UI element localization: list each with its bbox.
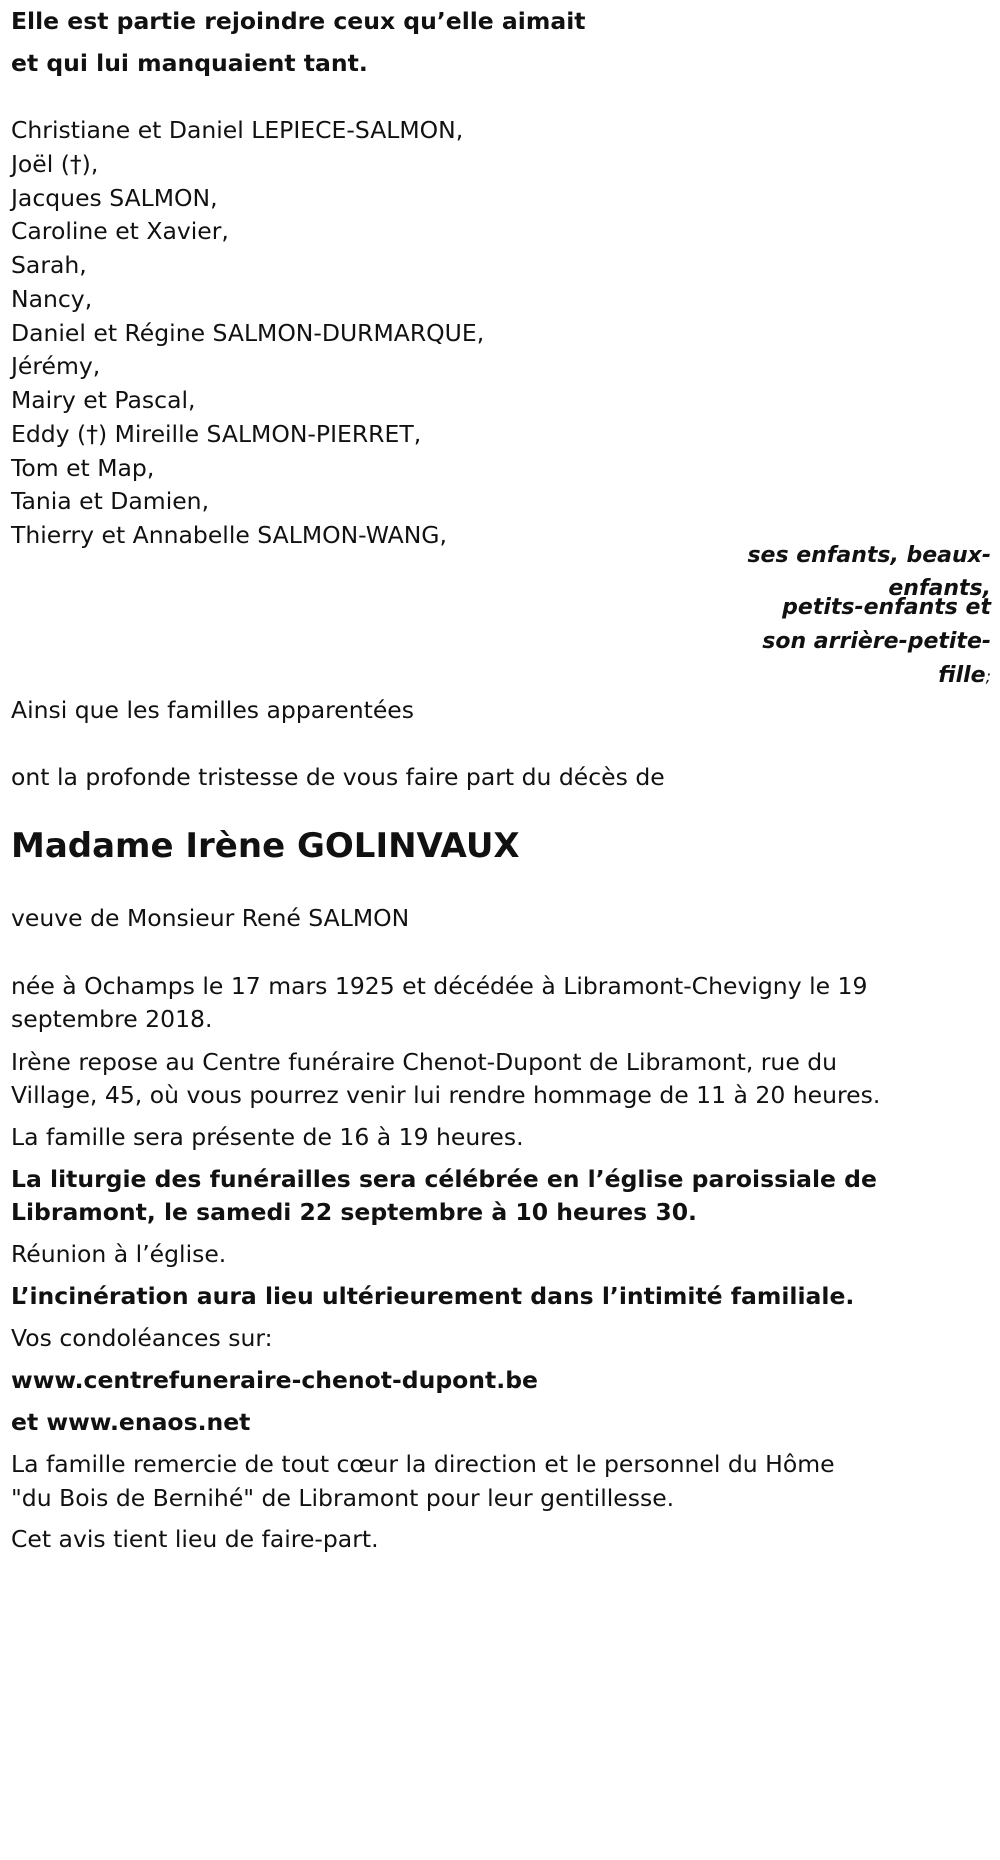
relation-line-1: ses enfants, beaux-	[747, 543, 991, 568]
relation-line-5	[938, 663, 991, 690]
relation-line-2: enfants,	[888, 576, 991, 601]
deceased-name: Madame Irène GOLINVAUX	[11, 826, 520, 866]
family-member: Daniel et Régine SALMON-DURMARQUE,	[11, 319, 485, 347]
widow-line: veuve de Monsieur René SALMON	[11, 904, 410, 932]
family-member: Thierry et Annabelle SALMON-WANG,	[11, 521, 447, 549]
rest-line-2: Village, 45, où vous pourrez venir lui rendre hommage de 11 à 20 heures.	[11, 1081, 881, 1109]
birth-death-line-1: née à Ochamps le 17 mars 1925 et décédée à Libramont-Chevigny le 19	[11, 972, 868, 1000]
thanks-line-2: "du Bois de Bernihé" de Libramont pour leur gentillesse.	[11, 1484, 675, 1512]
thanks-line-1: La famille remercie de tout cœur la direction et le personnel du Hôme	[11, 1450, 835, 1478]
condolences-line: Vos condoléances sur:	[11, 1324, 273, 1352]
website-link-1[interactable]: www.centrefuneraire-chenot-dupont.be	[11, 1366, 538, 1394]
families-line: Ainsi que les familles apparentées	[11, 696, 415, 724]
family-member: Nancy,	[11, 285, 93, 313]
family-member: Jérémy,	[11, 352, 101, 380]
relation-line-3: petits-enfants et	[782, 595, 991, 620]
family-member: Mairy et Pascal,	[11, 386, 196, 414]
family-presence: La famille sera présente de 16 à 19 heures.	[11, 1123, 524, 1151]
meeting-line: Réunion à l’église.	[11, 1240, 227, 1268]
family-member: Eddy (†) Mireille SALMON-PIERRET,	[11, 420, 422, 448]
family-member: Caroline et Xavier,	[11, 217, 229, 245]
announce-line: ont la profonde tristesse de vous faire part du décès de	[11, 763, 665, 791]
website-link-2[interactable]: et www.enaos.net	[11, 1408, 251, 1436]
family-member: Christiane et Daniel LEPIECE-SALMON,	[11, 116, 464, 144]
family-member: Tania et Damien,	[11, 487, 210, 515]
family-member: Sarah,	[11, 251, 87, 279]
family-member: Jacques SALMON,	[11, 184, 218, 212]
liturgy-line-2: Libramont, le samedi 22 septembre à 10 heures 30.	[11, 1198, 697, 1226]
relation-line-4: son arrière-petite-	[762, 629, 991, 654]
family-member: Tom et Map,	[11, 454, 155, 482]
closing-line: Cet avis tient lieu de faire-part.	[11, 1525, 379, 1553]
cremation-line: L’incinération aura lieu ultérieurement dans l’intimité familiale.	[11, 1282, 855, 1310]
intro-line-2: et qui lui manquaient tant.	[11, 49, 368, 77]
family-member: Joël (†),	[11, 150, 99, 178]
rest-line-1: Irène repose au Centre funéraire Chenot-Dupont de Libramont, rue du	[11, 1048, 838, 1076]
relation-punctuation: ;	[985, 667, 991, 686]
birth-death-line-2: septembre 2018.	[11, 1005, 213, 1033]
relation-line-5-text: fille	[938, 663, 986, 688]
liturgy-line-1: La liturgie des funérailles sera célébrée en l’église paroissiale de	[11, 1165, 877, 1193]
intro-line-1: Elle est partie rejoindre ceux qu’elle aimait	[11, 7, 586, 35]
